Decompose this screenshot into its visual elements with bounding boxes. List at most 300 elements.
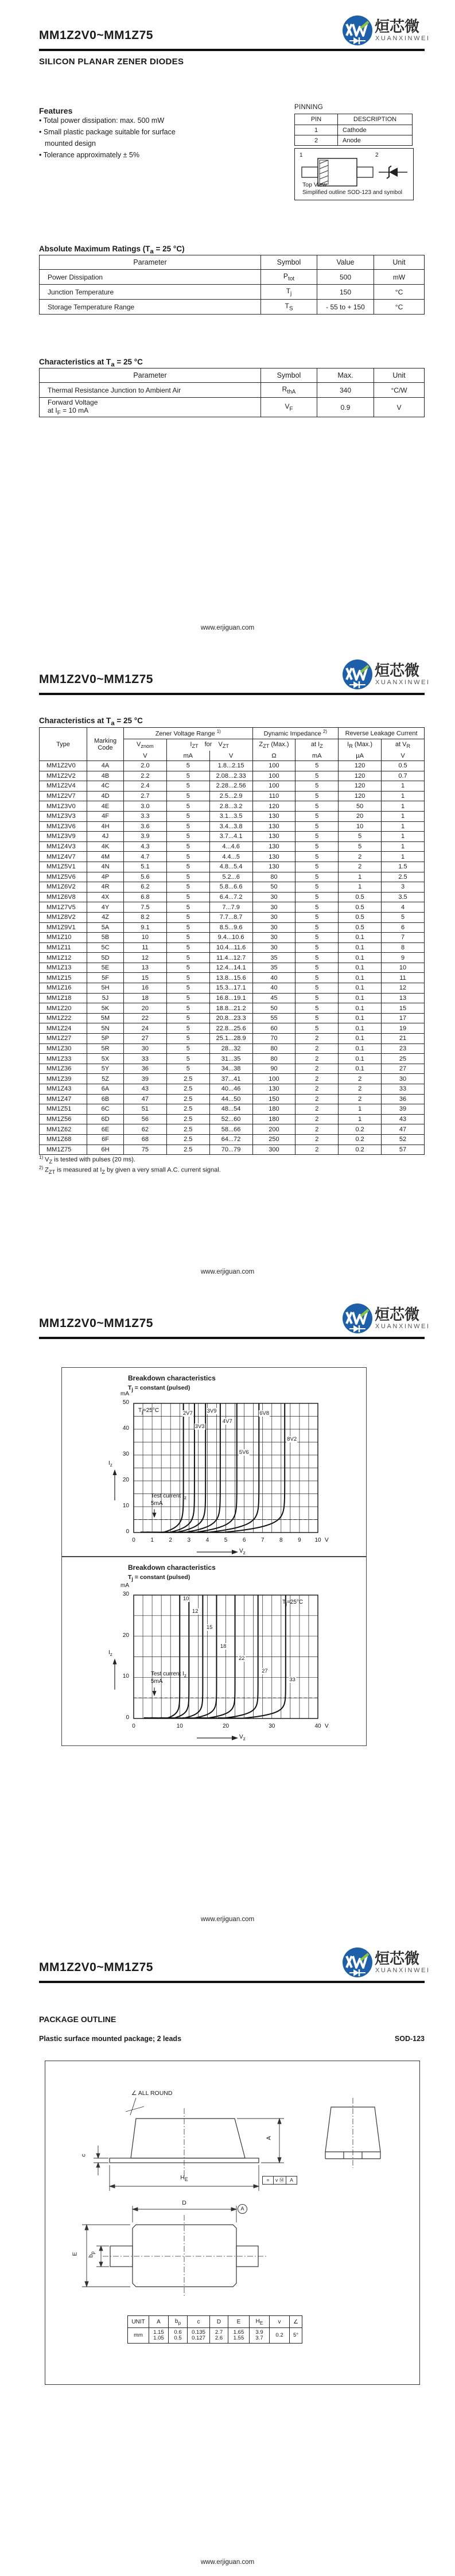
x-tick-label: 0 bbox=[132, 1537, 135, 1543]
package-drawing bbox=[45, 2061, 420, 2385]
table-cell: 40...46 bbox=[209, 1084, 252, 1095]
page-footer: www.erjiguan.com bbox=[200, 1916, 255, 1923]
curve-label: 3V9 bbox=[207, 1407, 217, 1414]
table-cell: 2.5 bbox=[166, 1074, 209, 1084]
table-cell: 5 bbox=[166, 922, 209, 933]
table-cell: 9.1 bbox=[124, 922, 167, 933]
col-izt-for-vzt: $I_{ZT}$ for $V_{ZT}$ bbox=[166, 739, 252, 751]
zener-characteristics-table bbox=[39, 727, 425, 1155]
curve-label: 6V8 bbox=[259, 1410, 269, 1417]
package-code: SOD-123 bbox=[394, 2035, 425, 2043]
x-tick-label: 30 bbox=[269, 1723, 275, 1729]
curve-label: 33 bbox=[289, 1677, 295, 1683]
table-cell: 39 bbox=[124, 1074, 167, 1084]
table-cell: 55 bbox=[252, 1013, 295, 1023]
dim-col-he: $H_E$ bbox=[250, 2316, 270, 2328]
table-cell: 1.5 bbox=[382, 862, 425, 872]
table-cell: 2 bbox=[339, 852, 382, 862]
table-cell: 2.4 bbox=[124, 781, 167, 792]
table-cell: 50 bbox=[339, 801, 382, 812]
table-cell: 18.8...21.2 bbox=[209, 1003, 252, 1014]
table-row bbox=[40, 1003, 425, 1014]
table-cell: 2.5...2.9 bbox=[209, 791, 252, 801]
outline-caption: Simplified outline SOD-123 and symbol bbox=[302, 189, 402, 196]
table-cell: 2 bbox=[295, 135, 338, 146]
table-cell: 0.1 bbox=[339, 993, 382, 1003]
table-cell: 5 bbox=[166, 1013, 209, 1023]
table-cell: 120 bbox=[252, 801, 295, 812]
table-cell: 80 bbox=[252, 1043, 295, 1054]
x-axis-label: $V_z$ bbox=[239, 1734, 246, 1741]
topview-caption: Top View bbox=[302, 181, 327, 188]
table-cell: 0.9 bbox=[317, 398, 374, 417]
table-cell: 57 bbox=[382, 1145, 425, 1155]
chart-subtitle: $T_j$ = constant (pulsed) bbox=[128, 1574, 190, 1582]
table-cell: MM1Z2V2 bbox=[40, 771, 87, 781]
header-rule bbox=[39, 49, 425, 51]
unit-ma: mA bbox=[295, 751, 339, 761]
brand-logo bbox=[342, 1946, 428, 1979]
dim-col-v: v bbox=[270, 2316, 290, 2328]
table-cell: 4C bbox=[87, 781, 124, 792]
table-cell: 5 bbox=[166, 933, 209, 943]
table-cell: 5 bbox=[166, 791, 209, 801]
table-cell: 130 bbox=[252, 821, 295, 832]
table-cell: 5 bbox=[295, 922, 339, 933]
table-cell: Anode bbox=[338, 135, 413, 146]
table-cell: 3.3 bbox=[124, 811, 167, 821]
table-row bbox=[40, 811, 425, 821]
table-row bbox=[40, 1013, 425, 1023]
table-cell: 5 bbox=[295, 862, 339, 872]
doc-subtitle: SILICON PLANAR ZENER DIODES bbox=[39, 57, 184, 67]
table-cell: 5N bbox=[87, 1023, 124, 1034]
brand-name-english: XUANXINWEI bbox=[375, 1323, 430, 1330]
table-cell: 5 bbox=[166, 862, 209, 872]
table-cell: 1 bbox=[339, 1104, 382, 1115]
table-cell: 4F bbox=[87, 811, 124, 821]
dim-e-label: E bbox=[71, 2252, 79, 2256]
dim-col-c: c bbox=[188, 2316, 210, 2328]
table-cell: 6B bbox=[87, 1094, 124, 1104]
x-tick-label: 1 bbox=[150, 1537, 154, 1543]
table-cell: 0.1 bbox=[339, 973, 382, 983]
pinning-col-description: DESCRIPTION bbox=[338, 114, 413, 125]
table-cell: 48...54 bbox=[209, 1104, 252, 1115]
dim-col-e: E bbox=[228, 2316, 250, 2328]
table-cell: 3.9 3.7 bbox=[250, 2328, 270, 2344]
table-cell: 5 bbox=[295, 882, 339, 893]
table-cell: 47 bbox=[124, 1094, 167, 1104]
table-cell: 39 bbox=[382, 1104, 425, 1115]
table-cell: 5 bbox=[295, 852, 339, 862]
page-footer: www.erjiguan.com bbox=[200, 2559, 255, 2566]
table-cell: 2 bbox=[295, 1094, 339, 1104]
table-row bbox=[40, 841, 425, 852]
table-cell: 5 bbox=[295, 801, 339, 812]
table-cell: 2 bbox=[339, 862, 382, 872]
table-cell: 5A bbox=[87, 922, 124, 933]
table-cell: 3.1...3.5 bbox=[209, 811, 252, 821]
dim-col-unit: UNIT bbox=[128, 2316, 149, 2328]
table-cell: 3 bbox=[382, 882, 425, 893]
table-row bbox=[40, 942, 425, 953]
table-cell: 120 bbox=[339, 781, 382, 792]
table-cell: 13 bbox=[382, 993, 425, 1003]
table-cell: 2.5 bbox=[166, 1084, 209, 1095]
table-row bbox=[40, 933, 425, 943]
table-cell: 30 bbox=[382, 1074, 425, 1084]
table-cell: $P_{tot}$ bbox=[261, 270, 317, 285]
table-cell: 3.0 bbox=[124, 801, 167, 812]
table-cell: 70...79 bbox=[209, 1145, 252, 1155]
table-cell: 40 bbox=[252, 973, 295, 983]
table-row bbox=[40, 1023, 425, 1034]
table-row bbox=[40, 270, 425, 285]
table-cell: 4R bbox=[87, 882, 124, 893]
table-cell: 0.1 bbox=[339, 983, 382, 994]
dim-a-label: A bbox=[265, 2136, 273, 2140]
curve-label: 3V3 bbox=[195, 1423, 205, 1430]
chart-subtitle: $T_j$ = constant (pulsed) bbox=[128, 1384, 190, 1393]
table-cell: 3.5 bbox=[382, 892, 425, 902]
x-axis-unit: V bbox=[325, 1723, 329, 1729]
table-cell: 5 bbox=[295, 942, 339, 953]
table-cell: 120 bbox=[339, 791, 382, 801]
x-tick-label: 5 bbox=[224, 1537, 228, 1543]
colgroup-zener-voltage-range: Zener Voltage Range $^{1)}$ bbox=[124, 728, 253, 739]
table-cell: 11.4...12.7 bbox=[209, 953, 252, 963]
table-row bbox=[40, 963, 425, 973]
table-cell: $R_{thA}$ bbox=[261, 383, 317, 398]
table-row bbox=[40, 761, 425, 771]
table-cell: Cathode bbox=[338, 125, 413, 135]
table-cell: MM1Z56 bbox=[40, 1114, 87, 1124]
table-cell: 130 bbox=[252, 811, 295, 821]
table-cell: 19 bbox=[382, 1023, 425, 1034]
table-cell: 4.7 bbox=[124, 852, 167, 862]
brand-name-chinese: 烜芯微 bbox=[375, 1950, 420, 1967]
table-row bbox=[40, 300, 425, 315]
table-cell: 1 bbox=[339, 1114, 382, 1124]
y-tick-label: 10 bbox=[122, 1673, 129, 1680]
table-cell: $T_j$ bbox=[261, 285, 317, 300]
table-cell: 5 bbox=[166, 983, 209, 994]
table-cell: 15 bbox=[124, 973, 167, 983]
table-cell: 2.8...3.2 bbox=[209, 801, 252, 812]
table-cell: MM1Z30 bbox=[40, 1043, 87, 1054]
table-cell: 5 bbox=[166, 811, 209, 821]
table-cell: 2 bbox=[295, 1114, 339, 1124]
table-cell: 1 bbox=[382, 841, 425, 852]
table-cell: 2 bbox=[295, 1054, 339, 1064]
doc-title: MM1Z2V0~MM1Z75 bbox=[39, 1961, 153, 1974]
table-row bbox=[40, 912, 425, 922]
table-cell: 2 bbox=[339, 1094, 382, 1104]
temperature-label: $T_j=25^\circ C$ bbox=[282, 1599, 304, 1607]
table-cell: 0.5 bbox=[382, 761, 425, 771]
table-cell: 4J bbox=[87, 832, 124, 842]
table-cell: 5° bbox=[290, 2328, 302, 2344]
datum-letter: A bbox=[290, 2177, 293, 2183]
table-cell: 5 bbox=[295, 963, 339, 973]
table-cell: 60 bbox=[252, 1023, 295, 1034]
table-cell: 5 bbox=[166, 963, 209, 973]
table-cell: 6A bbox=[87, 1084, 124, 1095]
x-tick-label: 9 bbox=[298, 1537, 301, 1543]
table-cell: 2.28...2.56 bbox=[209, 781, 252, 792]
col-parameter: Parameter bbox=[40, 255, 261, 270]
table-cell: 130 bbox=[252, 832, 295, 842]
table-row bbox=[40, 902, 425, 913]
table-cell: 11 bbox=[382, 973, 425, 983]
table-row bbox=[40, 953, 425, 963]
dim-d-label: D bbox=[182, 2199, 186, 2206]
unit-v: V bbox=[209, 751, 252, 761]
table-cell: 3.7...4.1 bbox=[209, 832, 252, 842]
table-cell: 7.5 bbox=[124, 902, 167, 913]
col-max: Max. bbox=[317, 368, 374, 383]
table-cell: 5 bbox=[295, 771, 339, 781]
table-cell: 12.4...14.1 bbox=[209, 963, 252, 973]
table-cell: 100 bbox=[252, 761, 295, 771]
table-cell: 4D bbox=[87, 791, 124, 801]
table-cell: 5 bbox=[166, 1054, 209, 1064]
table-cell: 30 bbox=[252, 922, 295, 933]
table-cell: 33 bbox=[124, 1054, 167, 1064]
dim-he-label: $H_E$ bbox=[180, 2174, 188, 2183]
table-cell: 1 bbox=[382, 791, 425, 801]
table-cell: MM1Z3V6 bbox=[40, 821, 87, 832]
table-cell: 5 bbox=[166, 882, 209, 893]
table-cell: 5 bbox=[166, 832, 209, 842]
package-topview-figure bbox=[294, 148, 414, 200]
table-row bbox=[40, 1084, 425, 1095]
table-cell: 30 bbox=[252, 892, 295, 902]
table-cell: 2.5 bbox=[166, 1124, 209, 1135]
package-description: Plastic surface mounted package; 2 leads bbox=[39, 2035, 182, 2043]
brand-name-chinese: 烜芯微 bbox=[375, 662, 420, 679]
table-cell: 5 bbox=[166, 993, 209, 1003]
table-cell: 150 bbox=[317, 285, 374, 300]
table-cell: 5 bbox=[166, 1064, 209, 1074]
table-cell: 27 bbox=[382, 1064, 425, 1074]
doc-title: MM1Z2V0~MM1Z75 bbox=[39, 1317, 153, 1330]
table-cell: 1.8...2.15 bbox=[209, 761, 252, 771]
table-cell: 5 bbox=[295, 761, 339, 771]
doc-title: MM1Z2V0~MM1Z75 bbox=[39, 673, 153, 686]
chart-title: Breakdown characteristics bbox=[128, 1564, 216, 1572]
table-cell: 0.1 bbox=[339, 963, 382, 973]
table-cell: 200 bbox=[252, 1124, 295, 1135]
dim-c-label: c bbox=[80, 2154, 87, 2157]
header-rule bbox=[39, 693, 425, 695]
table-row bbox=[40, 1145, 425, 1155]
abs-max-table bbox=[39, 255, 425, 315]
table-cell: 180 bbox=[252, 1114, 295, 1124]
x-tick-label: 40 bbox=[314, 1723, 321, 1729]
dim-col-d: D bbox=[210, 2316, 228, 2328]
page-2 bbox=[0, 644, 455, 1288]
x-tick-label: 7 bbox=[260, 1537, 265, 1543]
table-cell: MM1Z12 bbox=[40, 953, 87, 963]
table-row bbox=[40, 892, 425, 902]
table-row bbox=[40, 821, 425, 832]
colgroup-dynamic-impedance: Dynamic Impedance $^{2)}$ bbox=[252, 728, 339, 739]
x-axis-label: $V_z$ bbox=[239, 1548, 246, 1555]
table-cell: 5 bbox=[166, 1034, 209, 1044]
temperature-label: $T_j=25^\circ C$ bbox=[138, 1407, 160, 1415]
table-cell: 2.0 bbox=[124, 761, 167, 771]
table-cell: 5 bbox=[295, 973, 339, 983]
table-cell: 12 bbox=[382, 983, 425, 994]
page-4 bbox=[0, 1932, 455, 2576]
y-tick-label: 10 bbox=[122, 1503, 129, 1509]
table-cell: 16 bbox=[124, 983, 167, 994]
table-cell: 2 bbox=[295, 1145, 339, 1155]
table-cell: 4.4...5 bbox=[209, 852, 252, 862]
table-cell: 15.3...17.1 bbox=[209, 983, 252, 994]
table-row bbox=[40, 1034, 425, 1044]
table-cell: MM1Z2V0 bbox=[40, 761, 87, 771]
pinning-heading: PINNING bbox=[294, 104, 324, 111]
table-cell: 13.8...15.6 bbox=[209, 973, 252, 983]
table-cell: 6.4...7.2 bbox=[209, 892, 252, 902]
table-row bbox=[40, 1104, 425, 1115]
table-cell: 0.135 0.127 bbox=[188, 2328, 210, 2344]
chart-title: Breakdown characteristics bbox=[128, 1374, 216, 1382]
table-cell: 40 bbox=[252, 983, 295, 994]
dim-col-angle: ∠ bbox=[290, 2316, 302, 2328]
table-cell: 5.2...6 bbox=[209, 872, 252, 882]
table-cell: 1 bbox=[382, 811, 425, 821]
table-cell: 180 bbox=[252, 1104, 295, 1115]
table-cell: 130 bbox=[252, 852, 295, 862]
table-cell: 18 bbox=[124, 993, 167, 1003]
table-row bbox=[40, 285, 425, 300]
curve-label: 5V6 bbox=[239, 1449, 249, 1456]
table-cell: 1 bbox=[382, 801, 425, 812]
characteristics-heading: Characteristics at $T_a = 25$ °C bbox=[39, 358, 143, 368]
table-row bbox=[40, 922, 425, 933]
table-cell: 5 bbox=[166, 1043, 209, 1054]
table-cell: Thermal Resistance Junction to Ambient Air bbox=[40, 383, 261, 398]
unit-v: V bbox=[124, 751, 167, 761]
breakdown-chart-low-voltage bbox=[61, 1367, 367, 1557]
y-tick-label: 30 bbox=[122, 1451, 129, 1457]
brand-logo-icon bbox=[342, 1946, 374, 1979]
table-cell: 4X bbox=[87, 892, 124, 902]
table-cell: MM1Z10 bbox=[40, 933, 87, 943]
table-cell: 5H bbox=[87, 983, 124, 994]
brand-name-english: XUANXINWEI bbox=[375, 35, 430, 42]
feature-item: • Tolerance approximately ± 5% bbox=[39, 149, 176, 161]
table-row bbox=[40, 852, 425, 862]
table-cell: mW bbox=[374, 270, 425, 285]
table-cell: 300 bbox=[252, 1145, 295, 1155]
table-cell: 5 bbox=[166, 872, 209, 882]
table-cell: 51 bbox=[124, 1104, 167, 1115]
y-axis-label: $I_z$ bbox=[108, 1460, 112, 1468]
test-current-note: Test current $I_z$ bbox=[151, 1671, 186, 1679]
table-cell: 17 bbox=[382, 1013, 425, 1023]
col-type: Type bbox=[40, 728, 87, 761]
curve-label: 27 bbox=[262, 1667, 268, 1674]
table-cell: 2.2 bbox=[124, 771, 167, 781]
feature-item: • Total power dissipation: max. 500 mW bbox=[39, 115, 176, 126]
table-cell: 500 bbox=[317, 270, 374, 285]
table-cell: 7 bbox=[382, 933, 425, 943]
table-cell: 4Z bbox=[87, 912, 124, 922]
abs-max-heading: Absolute Maximum Ratings ($T_a = 25$ °C) bbox=[39, 245, 185, 255]
table-cell: 5 bbox=[166, 953, 209, 963]
table-cell: 4A bbox=[87, 761, 124, 771]
table-cell: 0.1 bbox=[339, 933, 382, 943]
table-cell: 5.6 bbox=[124, 872, 167, 882]
table-cell: MM1Z8V2 bbox=[40, 912, 87, 922]
y-axis-label: $I_z$ bbox=[108, 1649, 112, 1657]
table-cell: 45 bbox=[252, 993, 295, 1003]
table-cell: 130 bbox=[252, 862, 295, 872]
col-unit: Unit bbox=[374, 255, 425, 270]
table-cell: 10 bbox=[382, 963, 425, 973]
dim-bp-label: $b_p$ bbox=[87, 2251, 96, 2258]
brand-logo bbox=[342, 658, 428, 691]
table-cell: MM1Z6V8 bbox=[40, 892, 87, 902]
table-cell: 43 bbox=[124, 1084, 167, 1095]
table-cell: 1 bbox=[339, 882, 382, 893]
table-cell: 6H bbox=[87, 1145, 124, 1155]
table-cell: °C/W bbox=[374, 383, 425, 398]
table-cell: 1 bbox=[382, 852, 425, 862]
table-cell: MM1Z33 bbox=[40, 1054, 87, 1064]
table-cell: 22 bbox=[124, 1013, 167, 1023]
x-tick-label: 2 bbox=[169, 1537, 172, 1543]
table-cell: MM1Z43 bbox=[40, 1084, 87, 1095]
table-row bbox=[40, 1114, 425, 1124]
table-cell: 0.5 bbox=[339, 892, 382, 902]
table-cell: 2 bbox=[295, 1104, 339, 1115]
col-symbol: Symbol bbox=[261, 255, 317, 270]
characteristics-heading: Characteristics at $T_a = 25$ °C bbox=[39, 716, 143, 727]
table-cell: 2.08...2.33 bbox=[209, 771, 252, 781]
table-row bbox=[40, 398, 425, 417]
x-tick-label: 10 bbox=[314, 1537, 321, 1543]
table-cell: 47 bbox=[382, 1124, 425, 1135]
curve-label: 22 bbox=[238, 1655, 245, 1662]
table-cell: 2.7 bbox=[124, 791, 167, 801]
table-cell: 35 bbox=[252, 963, 295, 973]
table-cell: 15 bbox=[382, 1003, 425, 1014]
col-unit: Unit bbox=[374, 368, 425, 383]
page-footer: www.erjiguan.com bbox=[200, 624, 255, 631]
x-tick-label: 10 bbox=[176, 1723, 183, 1729]
table-cell: 5M bbox=[87, 1013, 124, 1023]
pinning-table bbox=[294, 114, 413, 146]
col-parameter: Parameter bbox=[40, 368, 261, 383]
table-cell: MM1Z68 bbox=[40, 1134, 87, 1145]
table-cell: 1 bbox=[339, 872, 382, 882]
table-cell: 25.1...28.9 bbox=[209, 1034, 252, 1044]
table-cell: 5 bbox=[166, 942, 209, 953]
unit-v: V bbox=[382, 751, 425, 761]
table-cell: 4E bbox=[87, 801, 124, 812]
table-cell: 5 bbox=[295, 953, 339, 963]
table-cell: 0.2 bbox=[339, 1134, 382, 1145]
table-cell: 5 bbox=[295, 1003, 339, 1014]
col-at-vr: at $V_R$ bbox=[382, 739, 425, 751]
table-cell: 2.5 bbox=[166, 1145, 209, 1155]
